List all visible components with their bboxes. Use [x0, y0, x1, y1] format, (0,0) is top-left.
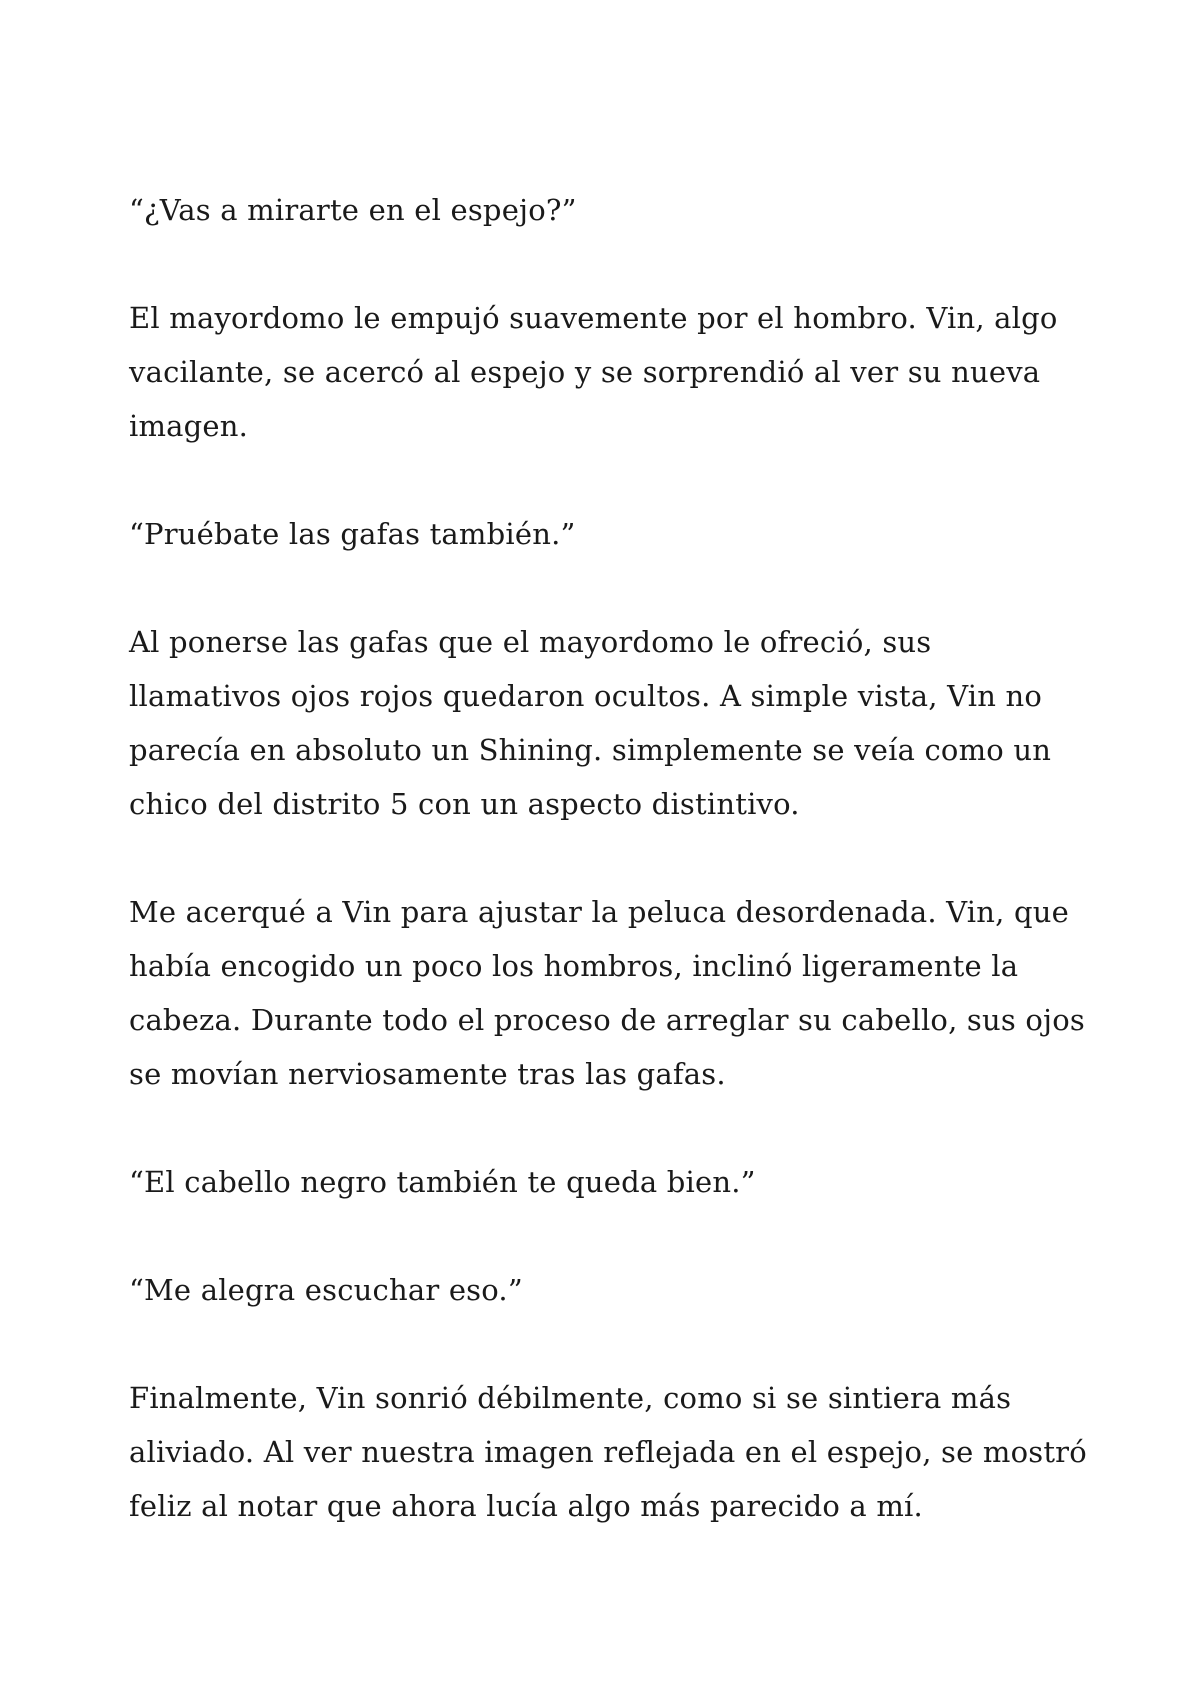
dialogue-paragraph: “Pruébate las gafas también.”: [129, 517, 576, 551]
narration-paragraph: Finalmente, Vin sonrió débilmente, como si se sintiera más aliviado. Al ver nuestra imagen reflejada en el espejo, se mostró feliz al notar que ahora lucía algo más parecido a mí.: [129, 1381, 1087, 1523]
narration-paragraph: Me acerqué a Vin para ajustar la peluca desordenada. Vin, que había encogido un poco los hombros, inclinó ligeramente la cabeza. Durante todo el proceso de arreglar su cabello, sus ojos se movían nerviosamente tras las gafas.: [129, 895, 1085, 1091]
narration-paragraph: El mayordomo le empujó suavemente por el hombro. Vin, algo vacilante, se acercó al espejo y se sorprendió al ver su nueva imagen.: [129, 301, 1058, 443]
document-body: [129, 183, 1089, 1533]
dialogue-paragraph: “Me alegra escuchar eso.”: [129, 1273, 523, 1307]
dialogue-paragraph: “El cabello negro también te queda bien.”: [129, 1165, 756, 1199]
dialogue-paragraph: “¿Vas a mirarte en el espejo?”: [129, 193, 577, 227]
narration-paragraph: Al ponerse las gafas que el mayordomo le ofreció, sus llamativos ojos rojos quedaron ocultos. A simple vista, Vin no parecía en absoluto un Shining. simplemente se veía como un chico del distrito 5 con un aspecto distintivo.: [129, 625, 1052, 821]
